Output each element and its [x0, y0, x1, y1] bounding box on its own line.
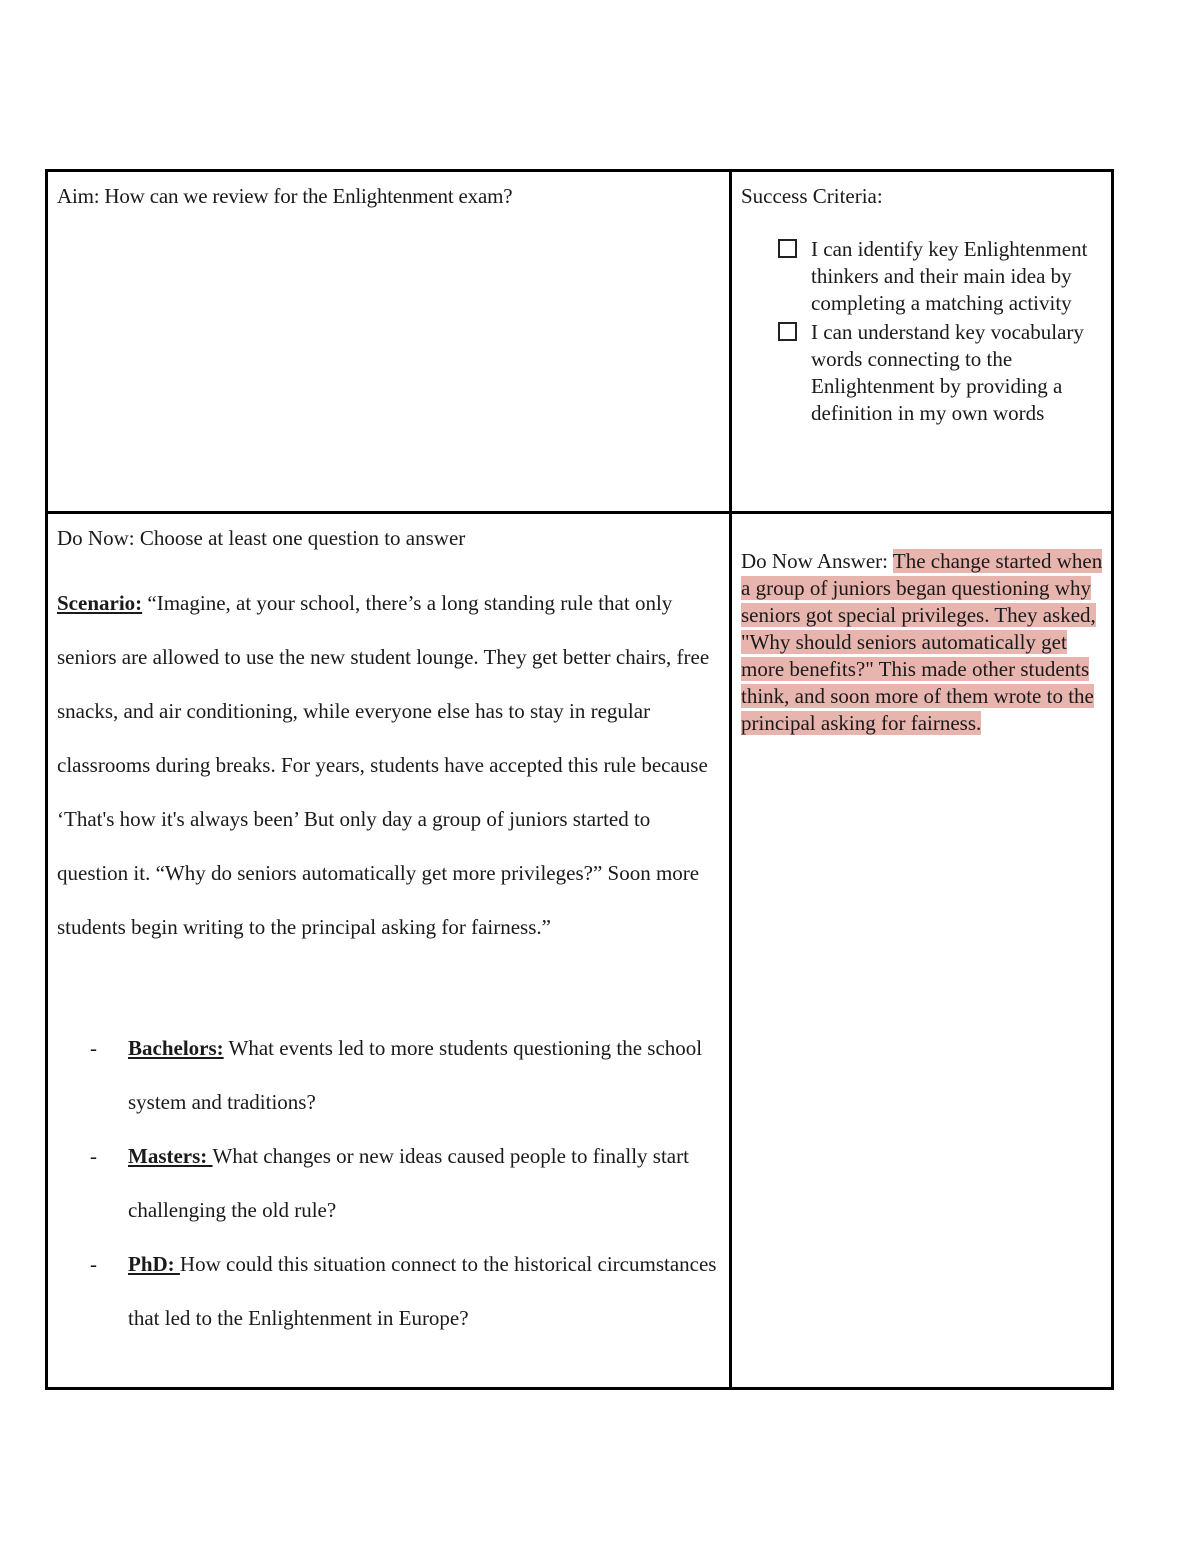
question-level-label: PhD:: [128, 1252, 180, 1276]
criteria-item: [778, 236, 1108, 317]
scenario-label: Scenario:: [57, 591, 143, 615]
success-criteria-cell: [732, 172, 1111, 514]
answer-text[interactable]: The change started when a group of juniors began questioning why seniors got special privileges. They asked, "Why should seniors automatically get more benefits?" This made other students think, and soon more of them wrote to the principal asking for fairness.: [741, 549, 1103, 735]
checkbox-icon[interactable]: [778, 239, 797, 258]
question-text: What events led to more students questioning the school system and traditions?: [128, 1036, 703, 1114]
scenario-paragraph: [57, 576, 725, 954]
question-text: What changes or new ideas caused people to finally start challenging the old rule?: [128, 1144, 689, 1222]
list-dash: -: [90, 1252, 97, 1276]
question-level-label: Bachelors:: [128, 1036, 224, 1060]
aim-cell: [48, 172, 732, 514]
lesson-table: [45, 169, 1114, 1390]
criteria-item-text: I can understand key vocabulary words connecting to the Enlightenment by providing a definition in my own words: [811, 320, 1084, 425]
do-now-answer: [741, 548, 1107, 737]
answer-label: Do Now Answer:: [741, 549, 893, 573]
success-criteria-title: Success Criteria:: [741, 184, 883, 208]
question-item: [57, 1237, 725, 1345]
checkbox-icon[interactable]: [778, 322, 797, 341]
do-now-prompt: Do Now: Choose at least one question to answer: [57, 526, 466, 550]
success-criteria-list: [778, 236, 1108, 429]
question-list: [57, 1021, 725, 1345]
question-text: How could this situation connect to the historical circumstances that led to the Enlightenment in Europe?: [128, 1252, 717, 1330]
do-now-cell: [48, 514, 732, 1387]
aim-text: Aim: How can we review for the Enlightenment exam?: [57, 184, 513, 208]
question-item: [57, 1021, 725, 1129]
scenario-text: “Imagine, at your school, there’s a long standing rule that only seniors are allowed to use the new student lounge. They get better chairs, free snacks, and air conditioning, while everyone else has to stay in regular classrooms during breaks. For years, students have accepted this rule because ‘That's how it's always been’ But only day a group of juniors started to question it. “Why do seniors automatically get more privileges?” Soon more students begin writing to the principal asking for fairness.”: [57, 591, 710, 939]
do-now-answer-cell: [732, 514, 1111, 1387]
question-level-label: Masters:: [128, 1144, 213, 1168]
criteria-item-text: I can identify key Enlightenment thinkers and their main idea by completing a matching activity: [811, 237, 1088, 315]
list-dash: -: [90, 1036, 97, 1060]
criteria-item: [778, 319, 1108, 427]
list-dash: -: [90, 1144, 97, 1168]
question-item: [57, 1129, 725, 1237]
